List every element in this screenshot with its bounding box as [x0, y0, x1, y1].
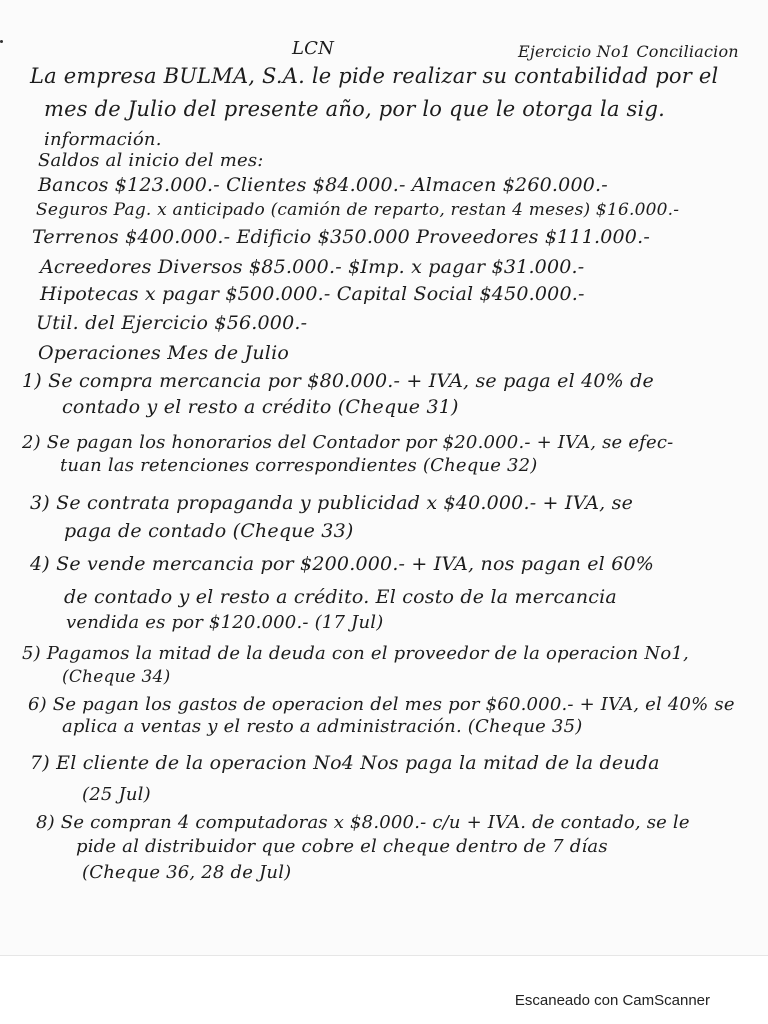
- op1-line-2: contado y el resto a crédito (Cheque 31): [62, 396, 459, 418]
- punch-mark: [0, 40, 3, 43]
- intro-line-2: mes de Julio del presente año, por lo que le otorga la sig.: [44, 97, 665, 121]
- operations-heading: Operaciones Mes de Julio: [38, 342, 290, 364]
- balances-heading: Saldos al inicio del mes:: [38, 150, 264, 171]
- op2-line-1: 2) Se pagan los honorarios del Contador por $20.000.- + IVA, se efec-: [22, 432, 674, 453]
- op8-line-1: 8) Se compran 4 computadoras x $8.000.- c/u + IVA. de contado, se le: [36, 812, 690, 833]
- balance-line-6: Util. del Ejercicio $56.000.-: [36, 312, 308, 334]
- op4-line-2: de contado y el resto a crédito. El costo de la mercancia: [64, 586, 617, 608]
- header-left: LCN: [292, 38, 335, 59]
- op3-line-2: paga de contado (Cheque 33): [64, 520, 354, 542]
- op6-line-2: aplica a ventas y el resto a administración. (Cheque 35): [62, 716, 583, 737]
- op5-line-2: (Cheque 34): [62, 667, 171, 687]
- op8-line-3: (Cheque 36, 28 de Jul): [82, 862, 292, 883]
- op4-line-1: 4) Se vende mercancia por $200.000.- + IVA, nos pagan el 60%: [30, 553, 655, 575]
- header-right: Ejercicio No1 Conciliacion: [518, 42, 739, 61]
- op5-line-1: 5) Pagamos la mitad de la deuda con el proveedor de la operacion No1,: [22, 643, 689, 664]
- op1-line-1: 1) Se compra mercancia por $80.000.- + IVA, se paga el 40% de: [22, 370, 654, 392]
- intro-line-1: La empresa BULMA, S.A. le pide realizar su contabilidad por el: [30, 64, 719, 88]
- op3-line-1: 3) Se contrata propaganda y publicidad x $40.000.- + IVA, se: [30, 492, 634, 514]
- intro-line-3: información.: [44, 129, 162, 150]
- op7-line-1: 7) El cliente de la operacion No4 Nos paga la mitad de la deuda: [30, 752, 660, 774]
- op2-line-2: tuan las retenciones correspondientes (Cheque 32): [60, 455, 538, 476]
- balance-line-1: Bancos $123.000.- Clientes $84.000.- Almacen $260.000.-: [38, 174, 608, 196]
- op4-line-3: vendida es por $120.000.- (17 Jul): [66, 612, 384, 633]
- op6-line-1: 6) Se pagan los gastos de operacion del mes por $60.000.- + IVA, el 40% se: [28, 694, 735, 715]
- balance-line-4: Acreedores Diversos $85.000.- $Imp. x pagar $31.000.-: [40, 256, 585, 278]
- op7-line-2: (25 Jul): [82, 784, 151, 805]
- balance-line-3: Terrenos $400.000.- Edificio $350.000 Proveedores $111.000.-: [32, 226, 650, 248]
- balance-line-5: Hipotecas x pagar $500.000.- Capital Social $450.000.-: [40, 283, 585, 305]
- op8-line-2: pide al distribuidor que cobre el cheque dentro de 7 días: [76, 836, 608, 857]
- balance-line-2: Seguros Pag. x anticipado (camión de reparto, restan 4 meses) $16.000.-: [36, 200, 680, 220]
- scanner-watermark: Escaneado con CamScanner: [514, 992, 710, 1009]
